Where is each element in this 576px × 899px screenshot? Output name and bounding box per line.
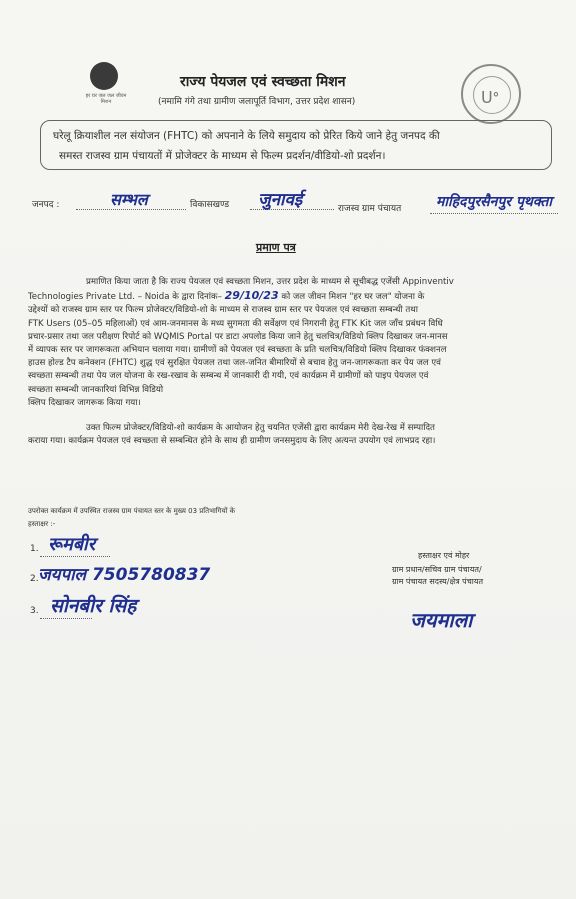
block-label: विकासखण्ड [190, 200, 230, 210]
body-line: FTK Users (05–05 महिलाओं) एवं आम-जनमानस के मध्य सुगमता की सर्वेक्षण एवं निगरानी हेतु FTK Kit जल जाँच प्रबंधन विधि [28, 318, 443, 329]
participant-number-3: 3. [30, 606, 39, 616]
panchayat-label: राजस्व ग्राम पंचायत [338, 204, 402, 214]
participant-line-3 [40, 618, 92, 619]
participant-number-1: 1. [30, 544, 39, 554]
block-value: जुनावई [258, 190, 303, 210]
body-line: क्लिप दिखाकर जागरूक किया गया। [28, 397, 141, 408]
body-line: में व्यापक स्तर पर जागरूकता अभियान चलाया गया। ग्रामीणों को पेयजल एवं स्वच्छता के प्रति चलचित्र/विडियो क्लिप दिखाकर फंक्शनल [28, 345, 447, 356]
banner-line-1: घरेलू क्रियाशील नल संयोजन (FHTC) को अपनाने के लिये समुदाय को प्रेरित किये जाने हेतु जनपद की [53, 130, 440, 142]
certificate-title: प्रमाण पत्र [256, 241, 296, 254]
participant-signature-2: जयपाल 7505780837 [38, 565, 211, 585]
body-line: कराया गया। कार्यक्रम पेयजल एवं स्वच्छता से सम्बन्धित होने के साथ ही ग्रामीण जनसमुदाय के लिए अत्यन्त उपयोग एवं लाभप्रद रहा। [28, 436, 436, 447]
banner-line-2: समस्त राजस्व ग्राम पंचायतों में प्रोजेक्टर के माध्यम से फिल्म प्रदर्शन/वीडियो-शो प्रदर्शन। [59, 150, 386, 162]
participant-signature-1: रूमबीर [48, 534, 96, 555]
water-drop-icon [90, 62, 118, 90]
official-designation-2: ग्राम पंचायत सदस्य/क्षेत्र पंचायत [392, 577, 484, 586]
program-date: 29/10/23 [224, 289, 279, 303]
participant-number-2: 2. [30, 574, 39, 584]
body-line: स्वच्छता सम्बन्धी तथा पेय जल योजना के रख-रखाव के सम्बन्ध में जानकारी दी गयी, एवं कार्यक्रम में ग्रामीणों को पाइप पेयजल एवं [28, 371, 429, 382]
participants-intro-2: हस्ताक्षर :- [28, 520, 56, 528]
body-line: स्वच्छता सम्बन्धी जानकारियां विभिन्न विडियो [28, 384, 164, 395]
jal-jeevan-mission-logo [84, 62, 127, 110]
official-sign-label: हस्ताक्षर एवं मोहर [418, 551, 470, 560]
certificate-body [28, 276, 556, 448]
participant-line-1 [40, 556, 110, 557]
official-signature: जयमाला [410, 608, 473, 632]
body-text: को जल जीवन मिशन "हर घर जल" योजना के [281, 292, 425, 303]
body-text: Technologies Private Ltd. – Noida के द्वारा दिनांक– [28, 292, 222, 303]
body-line: उद्देश्यों को राजस्व ग्राम स्तर पर फिल्म प्रोजेक्टर/विडियो-शो के माध्यम से राजस्व ग्राम स्तर पर पेयजल एवं स्वच्छता सम्बन्धी तथा [28, 305, 418, 316]
district-value: सम्भल [110, 190, 148, 209]
district-label: जनपद : [32, 200, 60, 210]
panchayat-value: माहिदपुरसैनपुर पृथक्ता [436, 194, 552, 210]
panchayat-line [430, 213, 558, 214]
participants-intro: उपरोक्त कार्यक्रम में उपस्थित राजस्व ग्राम पंचायत स्तर के मुख्य 03 प्रतिभागियों के [28, 507, 236, 515]
mission-title: राज्य पेयजल एवं स्वच्छता मिशन [180, 74, 346, 90]
logo-caption: हर घर जल जल जीवन मिशन [85, 93, 127, 105]
body-line: प्रमाणित किया जाता है कि राज्य पेयजल एवं स्वच्छता मिशन, उत्तर प्रदेश के माध्यम से सूचीबद्ध एजेंसी Appinventiv [86, 277, 454, 287]
official-designation-1: ग्राम प्रधान/सचिव ग्राम पंचायत/ [392, 565, 482, 574]
body-line: प्रचार-प्रसार तथा जल परीक्षण रिपोर्ट को WQMIS Portal पर डाटा अपलोड किया जाने हेतु चलचित्र/विडियो क्लिप दिखाकर जन-मानस [28, 331, 448, 342]
body-line: उक्त फिल्म प्रोजेक्टर/विडियो-शो कार्यक्रम के आयोजन हेतु चयनित एजेंसी द्वारा कार्यक्रम मेरी देख-रेख में सम्पादित [86, 423, 435, 434]
mission-subtitle: (नमामि गंगे तथा ग्रामीण जलापूर्ति विभाग, उत्तर प्रदेश शासन) [158, 97, 356, 107]
program-banner [40, 120, 552, 170]
body-line: हाउस होल्ड टैप कनेक्शन (FHTC) शुद्ध एवं सुरक्षित पेयजल तथा जल-जनित बीमारियों से बचाव हेतु जन-जागरूकता कर पेय जल एवं [28, 358, 441, 369]
participant-signature-3: सोनबीर सिंह [50, 595, 137, 617]
up-government-seal-icon: ᑌᐤ [461, 64, 521, 124]
body-line-date [28, 289, 556, 304]
